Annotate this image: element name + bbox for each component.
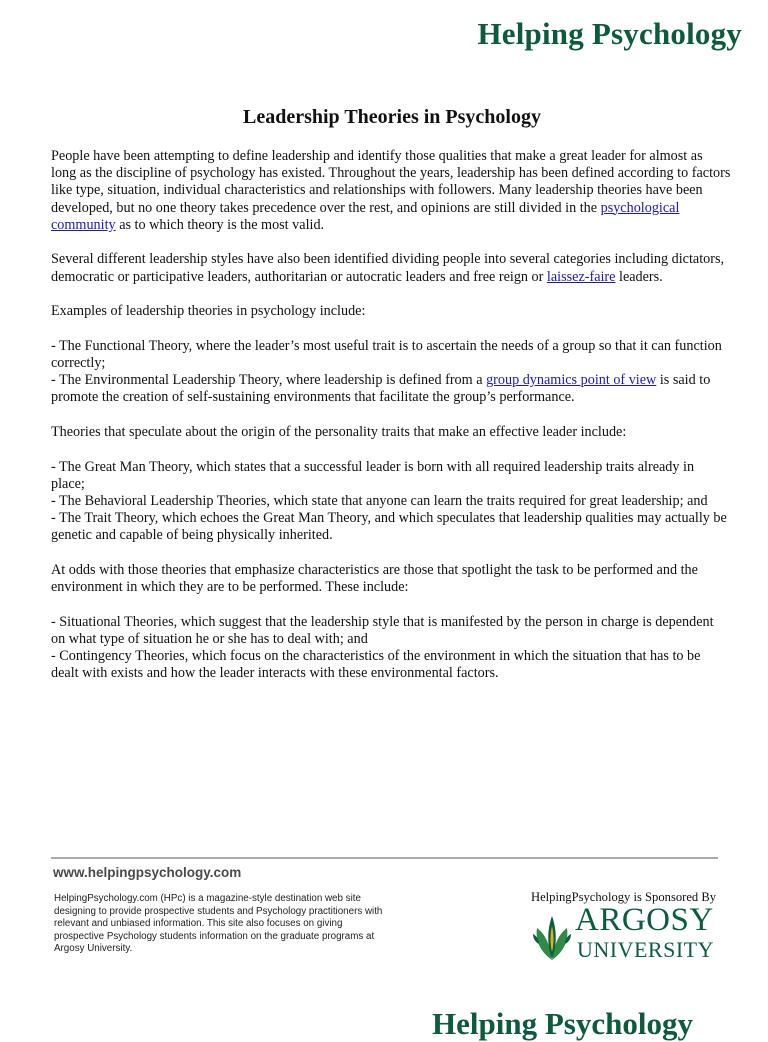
list-item: - Contingency Theories, which focus on the characteristics of the environment in which the situation that has to be dealt with exists and how the leader interacts with these environmental factors. xyxy=(51,648,701,682)
paragraph-traits-list xyxy=(51,459,731,545)
list-item: - The Trait Theory, which echoes the Great Man Theory, and which speculates that leadership qualities may actually be genetic and capable of being physically inherited. xyxy=(51,510,727,544)
paragraph-text: leaders. xyxy=(615,268,663,285)
footer-divider xyxy=(51,857,718,859)
page-title: Leadership Theories in Psychology xyxy=(243,106,541,128)
link-group-dynamics[interactable]: group dynamics point of view xyxy=(486,372,657,389)
site-brand-header: Helping Psychology xyxy=(477,16,742,51)
list-item: is said to promote the creation of self-sustaining environments that facilitate the group’s performance. xyxy=(51,372,711,406)
link-laissez-faire[interactable]: laissez-faire xyxy=(546,268,616,285)
paragraph-traits-intro: Theories that speculate about the origin of the personality traits that make an effective leader include: xyxy=(51,424,627,440)
sponsor-logo-argosy: ARGOSY xyxy=(575,902,714,938)
sponsor-label: HelpingPsychology is Sponsored By xyxy=(531,890,717,904)
list-item: - Situational Theories, which suggest that the leadership style that is manifested by the person in charge is dependent on what type of situation he or she has to deal with; and xyxy=(51,613,714,647)
leaf-emblem-icon xyxy=(533,916,571,960)
footer-url[interactable]: www.helpingpsychology.com xyxy=(53,865,242,880)
paragraph-styles xyxy=(51,251,731,285)
paragraph-examples-list xyxy=(51,338,731,407)
article-body xyxy=(51,148,731,700)
list-item: - The Environmental Leadership Theory, where leadership is defined from a xyxy=(51,372,487,389)
site-brand-next-page: Helping Psychology xyxy=(432,1006,693,1041)
list-item: - The Functional Theory, where the leader’s most useful trait is to ascertain the needs of a group so that it can function correctly; xyxy=(51,337,722,371)
paragraph-text: as to which theory is the most valid. xyxy=(115,216,325,233)
sponsor-logo-university: UNIVERSITY xyxy=(577,937,714,962)
paragraph-examples-intro: Examples of leadership theories in psychology include: xyxy=(51,303,366,320)
list-item: - The Great Man Theory, which states that a successful leader is born with all required leadership traits already in place; xyxy=(51,458,695,492)
paragraph-intro xyxy=(51,148,731,234)
paragraph-text: Several different leadership styles have also been identified dividing people into several categories including dictators, democratic or participative leaders, authoritarian or autocratic leaders and free reign or xyxy=(51,251,725,285)
list-item: - The Behavioral Leadership Theories, which state that anyone can learn the traits required for great leadership; and xyxy=(51,493,708,509)
link-psychological-community[interactable]: psychological community xyxy=(51,199,680,233)
paragraph-text: People have been attempting to define leadership and identify those qualities that make a great leader for almost as long as the discipline of psychology has existed. Throughout the years, leadership has been defined according to factors like type, situation, individual characteristics and relationships with followers. Many leadership theories have been developed, but no one theory takes precedence over the rest, and opinions are still divided in the xyxy=(51,148,731,216)
paragraph-task-intro: At odds with those theories that emphasize characteristics are those that spotlight the task to be performed and the environment in which they are to be performed. These include: xyxy=(51,562,698,596)
paragraph-task-list xyxy=(51,614,731,683)
footer-description: HelpingPsychology.com (HPc) is a magazine-style destination web site designing to provide prospective students and Psychology practitioners with relevant and unbiased information. This site also focuses on giving prospective Psychology students information on the graduate programs at Argosy University. xyxy=(54,893,383,954)
